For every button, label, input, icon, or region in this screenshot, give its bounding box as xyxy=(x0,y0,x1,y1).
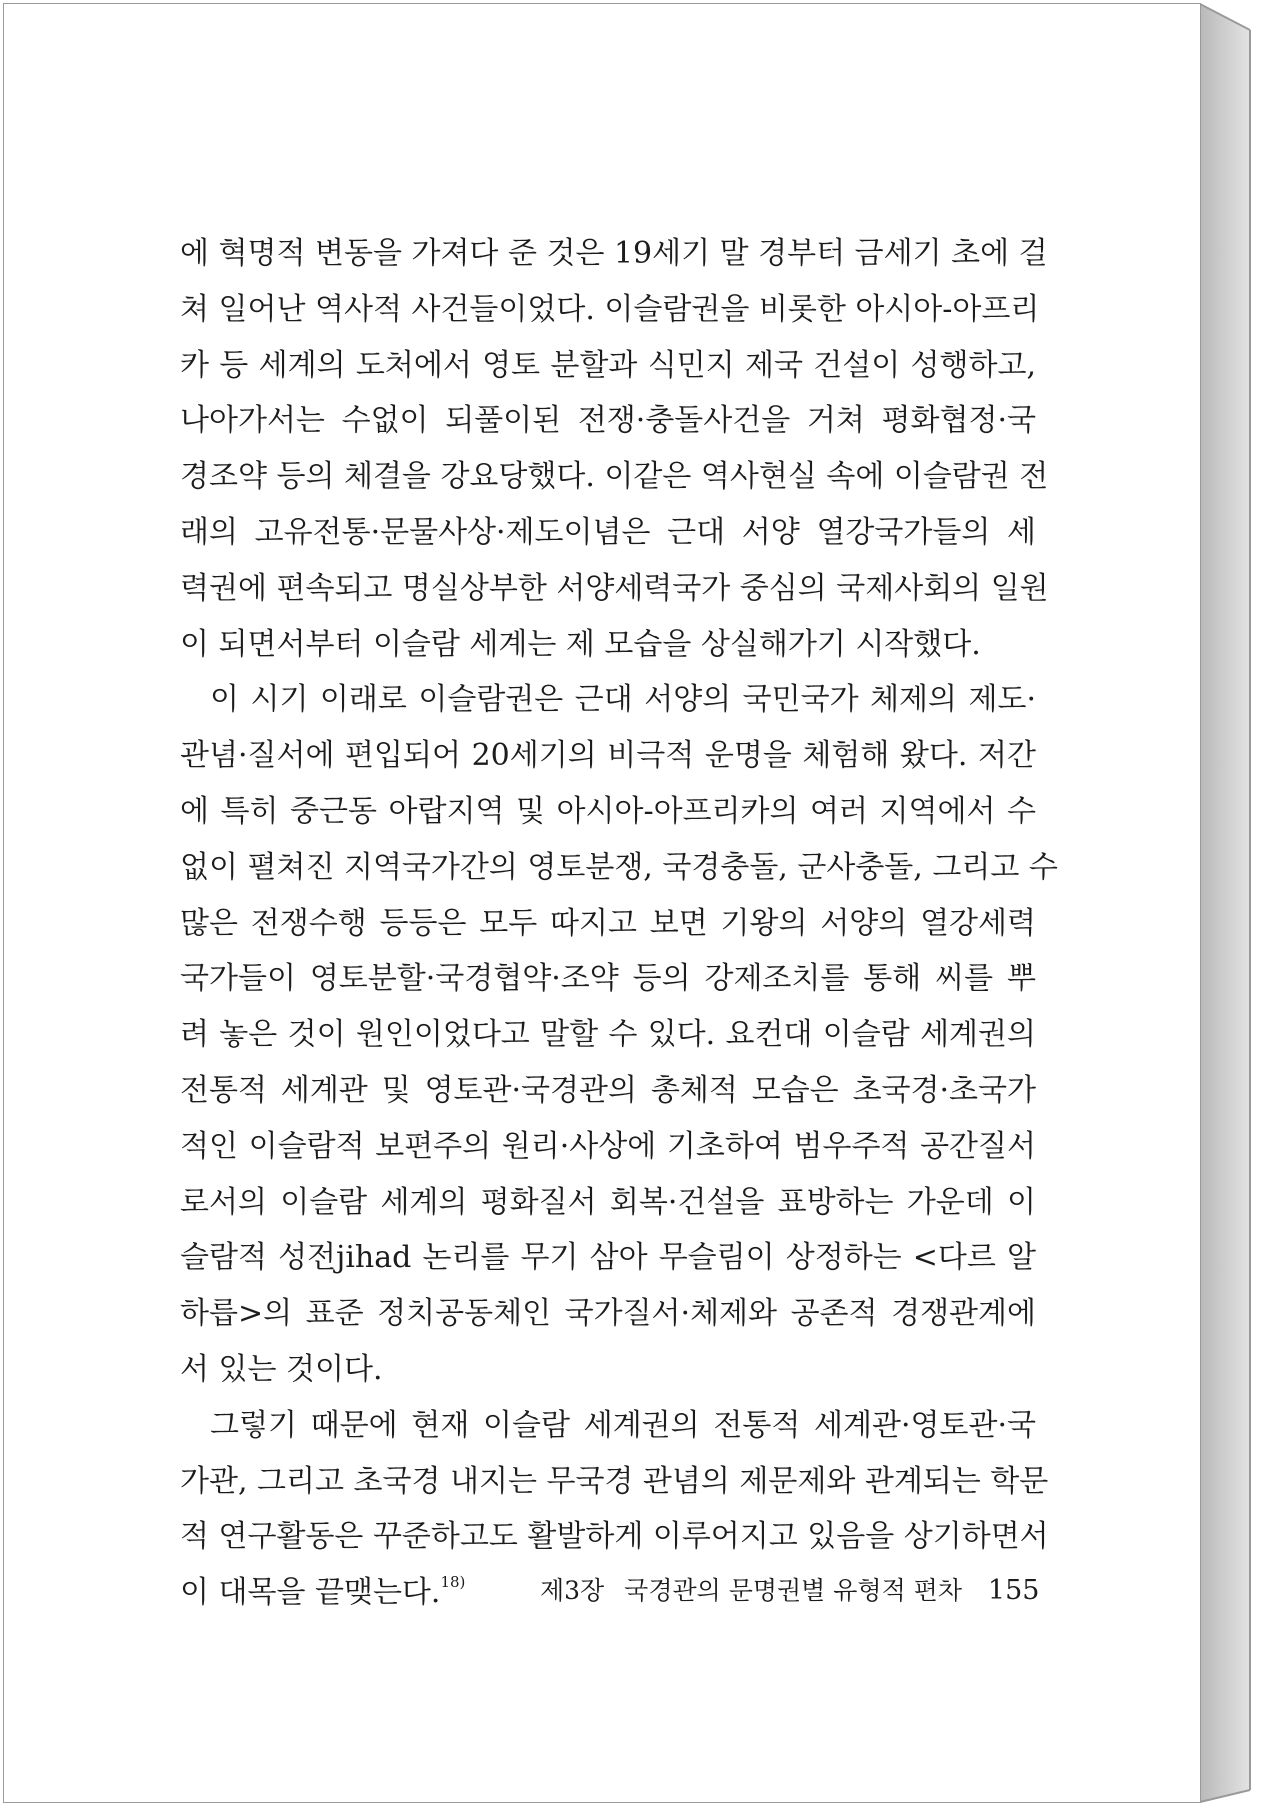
text-line: 국가들이 영토분할·국경협약·조약 등의 강제조치를 통해 씨를 뿌 xyxy=(180,961,1036,997)
running-footer xyxy=(540,1571,1040,1607)
text-line: 없이 펼쳐진 지역국가간의 영토분쟁, 국경충돌, 군사충돌, 그리고 수 xyxy=(180,849,1058,885)
text-line: 에 혁명적 변동을 가져다 준 것은 19세기 말 경부터 금세기 초에 걸 xyxy=(180,236,1048,271)
body-text xyxy=(180,226,1058,1621)
text-line: 나아가서는 수없이 되풀이된 전쟁·충돌사건을 거쳐 평화협정·국 xyxy=(180,403,1036,439)
text-line: 많은 전쟁수행 등등은 모두 따지고 보면 기왕의 서양의 열강세력 xyxy=(180,905,1036,941)
text-line: 카 등 세계의 도처에서 영토 분할과 식민지 제국 건설이 성행하고, xyxy=(180,347,1036,383)
text-line: 서 있는 것이다. xyxy=(180,1351,383,1387)
text-line: 려 놓은 것이 원인이었다고 말할 수 있다. 요컨대 이슬람 세계권의 xyxy=(180,1017,1036,1053)
text-line: 관념·질서에 편입되어 20세기의 비극적 운명을 체험해 왔다. 저간 xyxy=(180,738,1036,774)
text-line: 쳐 일어난 역사적 사건들이었다. 이슬람권을 비롯한 아시아-아프리 xyxy=(180,291,1040,327)
text-line: 전통적 세계관 및 영토관·국경관의 총체적 모습은 초국경·초국가 xyxy=(180,1072,1036,1108)
text-line: 적 연구활동은 꾸준하고도 활발하게 이루어지고 있음을 상기하면서 xyxy=(180,1519,1049,1555)
chapter-number: 제3장 xyxy=(540,1576,605,1605)
text-line: 이 시기 이래로 이슬람권은 근대 서양의 국민국가 체제의 제도· xyxy=(210,682,1036,718)
text-line: 슬람적 성전jihad 논리를 무기 삼아 무슬림이 상정하는 <다르 알 xyxy=(180,1240,1036,1276)
text-line: 경조약 등의 체결을 강요당했다. 이같은 역사현실 속에 이슬람권 전 xyxy=(180,459,1049,495)
text-line: 적인 이슬람적 보편주의 원리·사상에 기초하여 범우주적 공간질서 xyxy=(180,1128,1036,1164)
page-number: 155 xyxy=(987,1575,1040,1606)
text-line: 이 되면서부터 이슬람 세계는 제 모습을 상실해가기 시작했다. xyxy=(180,626,981,662)
chapter-title: 국경관의 문명권별 유형적 편차 xyxy=(624,1576,962,1605)
text-line-content: 이 대목을 끝맺는다. xyxy=(180,1575,441,1611)
text-line: 가관, 그리고 초국경 내지는 무국경 관념의 제문제와 관계되는 학문 xyxy=(180,1463,1049,1499)
footnote-marker[interactable]: 18) xyxy=(440,1573,466,1592)
text-line: 하릅>의 표준 정치공동체인 국가질서·체제와 공존적 경쟁관계에 xyxy=(180,1296,1036,1332)
text-line: 로서의 이슬람 세계의 평화질서 회복·건설을 표방하는 가운데 이 xyxy=(180,1184,1036,1220)
page-side-edge xyxy=(1200,4,1250,1802)
text-line: 그렇기 때문에 현재 이슬람 세계권의 전통적 세계관·영토관·국 xyxy=(210,1407,1036,1443)
paragraph-1 xyxy=(180,226,1049,672)
text-line: 래의 고유전통·문물사상·제도이념은 근대 서양 열강국가들의 세 xyxy=(180,514,1036,550)
text-line: 에 특히 중근동 아랍지역 및 아시아-아프리카의 여러 지역에서 수 xyxy=(180,793,1036,829)
text-line: 력권에 편속되고 명실상부한 서양세력국가 중심의 국제사회의 일원 xyxy=(180,570,1049,606)
paragraph-2 xyxy=(180,672,1058,1397)
